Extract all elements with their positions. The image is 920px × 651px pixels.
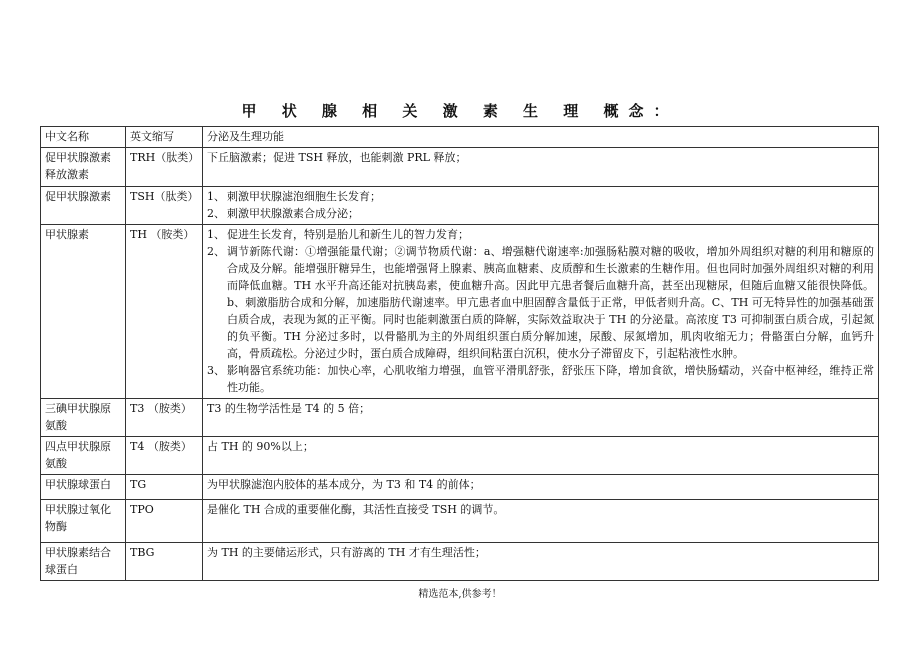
header-cell-chinese-name: 中文名称: [41, 127, 126, 148]
cell-chinese-name: 四点甲状腺原氨酸: [41, 437, 126, 475]
table-row-t4: [41, 437, 879, 475]
cell-abbreviation: TSH（肽类）: [126, 187, 203, 225]
item-text: 调节新陈代谢：①增强能量代谢；②调节物质代谢：a、增强糖代谢速率:加强肠粘膜对糖的吸收，增加外周组织对糖的利用和糖原的合成及分解。能增强肝糖异生，也能增强肾上腺素、胰高血糖素、皮质醇和生长激素的生糖作用。但也同时加强外周组织对糖的利用而降低血糖。TH 水平升高还能对抗胰岛素，使血糖升高。因此甲亢患者餐后血糖升高，甚至出现糖尿，但随后血糖又能很快降低。b、刺激脂肪合成和分解，加速脂肪代谢速率。甲亢患者血中胆固醇含量低于正常，甲低者则升高。C、TH 可无特异性的加强基础蛋白质合成，表现为氮的正平衡。同时也能刺激蛋白质的降解，实际效益取决于 TH 的分泌量。高浓度 T3 可抑制蛋白质合成，引起氮的负平衡。TH 分泌过多时，以骨骼肌为主的外周组织蛋白质分解加速，尿酸、尿氮增加，肌肉收缩无力；骨骼蛋白分解，血钙升高，骨质疏松。分泌过少时，蛋白质合成障碍，组织间粘蛋白沉积，使水分子滞留皮下，引起粘液性水肿。: [227, 245, 874, 360]
cell-function: 占 TH 的 90%以上；: [203, 437, 879, 475]
document-title: 甲 状 腺 相 关 激 素 生 理 概念：: [241, 102, 679, 120]
header-cell-function: 分泌及生理功能: [203, 127, 879, 148]
cell-chinese-name: 甲状腺过氧化物酶: [41, 500, 126, 543]
cell-function: [203, 225, 879, 399]
cell-chinese-name: 甲状腺素: [41, 225, 126, 399]
item-text: 促进生长发育，特别是胎儿和新生儿的智力发育；: [227, 228, 469, 241]
list-item: [207, 188, 874, 205]
cell-chinese-name: 三碘甲状腺原氨酸: [41, 399, 126, 437]
list-item: [207, 205, 874, 222]
list-item: [207, 243, 874, 362]
cell-function: [203, 187, 879, 225]
cell-chinese-name: 促甲状腺激素释放激素: [41, 148, 126, 187]
cell-function: 为甲状腺滤泡内胶体的基本成分，为 T3 和 T4 的前体；: [203, 475, 879, 500]
table-row-tsh: [41, 187, 879, 225]
item-number: 3、: [207, 364, 225, 377]
cell-chinese-name: 促甲状腺激素: [41, 187, 126, 225]
list-item: [207, 226, 874, 243]
list-item: [207, 362, 874, 396]
table-row-tg: [41, 475, 879, 500]
cell-abbreviation: TRH（肽类）: [126, 148, 203, 187]
item-number: 2、: [207, 207, 225, 220]
cell-chinese-name: 甲状腺素结合球蛋白: [41, 543, 126, 581]
table-row-th: [41, 225, 879, 399]
cell-abbreviation: TH （胺类）: [126, 225, 203, 399]
table-header-row: [41, 127, 879, 148]
table-row-trh: [41, 148, 879, 187]
cell-function: T3 的生物学活性是 T4 的 5 倍；: [203, 399, 879, 437]
page-footer: 精选范本,供参考！: [418, 589, 502, 600]
cell-function: 是催化 TH 合成的重要催化酶，其活性直接受 TSH 的调节。: [203, 500, 879, 543]
cell-abbreviation: T3 （胺类）: [126, 399, 203, 437]
item-number: 2、: [207, 245, 225, 258]
table-row-t3: [41, 399, 879, 437]
item-text: 刺激甲状腺滤泡细胞生长发育；: [227, 190, 381, 203]
cell-function: 为 TH 的主要储运形式，只有游离的 TH 才有生理活性；: [203, 543, 879, 581]
item-text: 刺激甲状腺激素合成分泌；: [227, 207, 359, 220]
cell-abbreviation: TBG: [126, 543, 203, 581]
table-row-tbg: [41, 543, 879, 581]
item-number: 1、: [207, 190, 225, 203]
hormone-table: [40, 126, 879, 581]
cell-chinese-name: 甲状腺球蛋白: [41, 475, 126, 500]
item-number: 1、: [207, 228, 225, 241]
header-cell-abbreviation: 英文缩写: [126, 127, 203, 148]
table-row-tpo: [41, 500, 879, 543]
item-text: 影响器官系统功能：加快心率，心肌收缩力增强，血管平滑肌舒张，舒张压下降，增加食欲，增快肠蠕动，兴奋中枢神经，维持正常性功能。: [227, 364, 874, 394]
cell-abbreviation: TPO: [126, 500, 203, 543]
cell-abbreviation: T4 （胺类）: [126, 437, 203, 475]
cell-abbreviation: TG: [126, 475, 203, 500]
cell-function: 下丘脑激素；促进 TSH 释放，也能刺激 PRL 释放；: [203, 148, 879, 187]
